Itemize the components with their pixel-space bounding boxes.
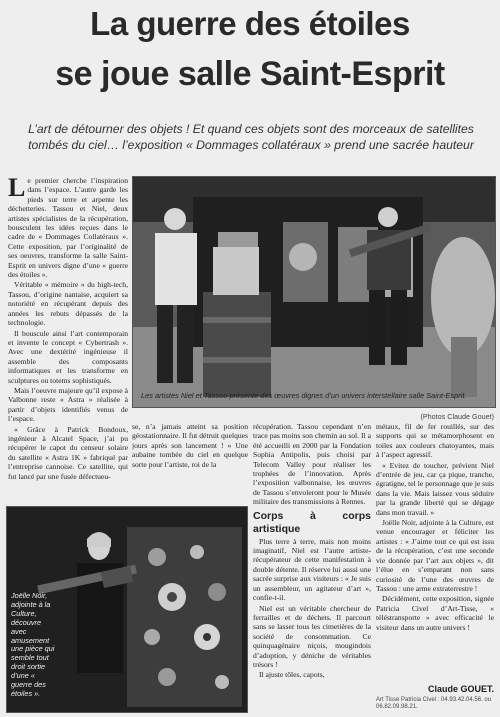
drop-cap: L: [8, 176, 26, 202]
photo-credit: (Photos Claude Gouet): [420, 412, 494, 421]
joelle-noir-photo: [6, 506, 248, 713]
paragraph-5: « Grâce à Patrick Bondoux, ingénieur à Alcatel Space, j’ai pu récupérer le capot du censeur solaire du satellite « Astra 1K » fabriqué par l’entreprise cannoise. Ce satellite, qui fut lancé par une fusée défectueu-: [8, 424, 128, 481]
headline: [0, 6, 500, 92]
article-column-4: [376, 422, 494, 680]
paragraph-2: Véritable « mémoire » du high-tech, Tassou, d’origine nantaise, acquiert sa notoriété en récupérant depuis des années les rebuts dépassés de la technologie.: [8, 280, 128, 328]
joelle-noir-photo-caption: Joëlle Noir, adjointe à la Culture, découvre avec amusement une pièce qui semble tout droit sortie d’une « guerre des étoiles ».: [11, 591, 55, 698]
exhibition-photo: [132, 176, 496, 408]
article-column-1: [8, 176, 128, 506]
column-3-paragraph-4: Il ajuste tôles, capots,: [259, 670, 325, 680]
contact-line: [376, 697, 494, 711]
column-4-paragraph-1: métaux, fil de fer rouillés, sur des supports qui se métamorphosent en toiles aux couleurs chatoyantes, mais à l’aspect agressif.: [376, 422, 494, 460]
standfirst: L’art de détourner des objets ! Et quand ces objets sont des morceaux de satellites tombés du ciel… l’exposition « Dommages collatéraux » prend une sacrée hauteur: [28, 122, 474, 152]
paragraph-4: Mais l’oeuvre majeure qu’il expose à Valbonne reste « Astra » réalisée à partir d’objets identifiés venus de l’espace.: [8, 385, 128, 424]
column-4-paragraph-4: Décidément, cette exposition, signée Patricia Civel d’Art-Tisse, « téléstransporte » avec efficacité le visiteur dans un autre univers !: [376, 594, 494, 632]
contact-phones: 04.93.42.04.56. ou 06.82.09.98.21.: [376, 697, 492, 710]
section-subhead: Corps à corps artistique: [253, 509, 371, 535]
exhibition-photo-caption: Les artistes Niel et Tassou présente des œuvres dignes d’un univers interstellaire salle Saint-Esprit.: [141, 391, 467, 400]
exhibition-photo-illustration: [133, 177, 496, 408]
author-signature: Claude GOUET.: [427, 684, 494, 694]
headline-line-1: La guerre des étoiles: [90, 5, 410, 42]
headline-line-2: se joue salle Saint-Esprit: [55, 55, 445, 93]
paragraph-1: [8, 176, 128, 279]
column-4-paragraph-2: « Evitez de toucher, prévient Niel d’entrée de jeu, car ça pique, tranche, égratigne, tel le personnage que je suis dans la vie. Mais laissez vous séduire par la grande liberté qui se dégage dans mon travail. »: [376, 460, 494, 517]
paragraph-1-text: e premier cherche l’inspiration dans l’espace. L’autre garde les pieds sur terre et arpente les déchetteries. Tassou et Niel, deux artistes spécialistes de la récupération, bousculent les idées reçues dans le cadre de « Dommages Collatéraux ». Cette exposition, par l’originalité de ses oeuvres, transforme la salle Saint-Esprit en univers digne d’une « guerre des étoiles ».: [8, 176, 128, 280]
column-3-paragraph-3: Niel est un véritable chercheur de ferrailles et de déchets. Il parcourt sans se lasser tous les cimetières de la société de consommation. Ce quinquagénaire niçois, mougindois d’adoption, y déniche de véritables trésors !: [253, 603, 371, 669]
column-2-paragraph-1: se, n’a jamais atteint sa position géostationnaire. Il fut détruit quelques jours après son lancement ! » Une aubaine tombée du ciel en quelque sorte pour l’artiste, roi de la: [132, 422, 248, 469]
contact-label: Art Tisse Patricia Civel :: [376, 697, 440, 703]
column-3-paragraph-2: Plus terre à terre, mais non moins imaginatif, Niel est l’autre artiste-récupérateur de cette manifestation à double détente. Il réserve lui aussi une sacrée surprise aux visiteurs : « Je suis un assembleur, un agitateur d’art », confie-t-il.: [253, 536, 371, 603]
paragraph-3: Il bouscule ainsi l’art contemporain et invente le concept « Cybertrash ». Avec une dextérité ingénieuse il assemble des composants informatiques et les transforme en sculptures ou totems sophistiqués.: [8, 328, 128, 385]
column-3-paragraph-1: récupération. Tassou cependant n’en trace pas moins son chemin au sol. Il a été accueilli en 2000 par la Fondation Sophia Antipolis, puis choisi par Telecom Valley pour réaliser les trophées de l’innovation. Après l’exposition valbonnaise, les œuvres de Tassou s’envoleront pour le Musée militaire des transmissions à Rennes.: [253, 422, 371, 507]
article-column-2: [132, 422, 248, 502]
column-4-paragraph-3: Joëlle Noir, adjointe à la Culture, est venue encourager et féliciter les artistes : « J’aime tout ce qui est issu de la récupération, c’est une seconde vie donnée par l’art aux objets », dit l’élue en s’emparant non sans curiosité de l’une des œuvres de Tassou : une arme extraterrestre !: [376, 518, 494, 593]
article-column-3: [253, 422, 371, 714]
